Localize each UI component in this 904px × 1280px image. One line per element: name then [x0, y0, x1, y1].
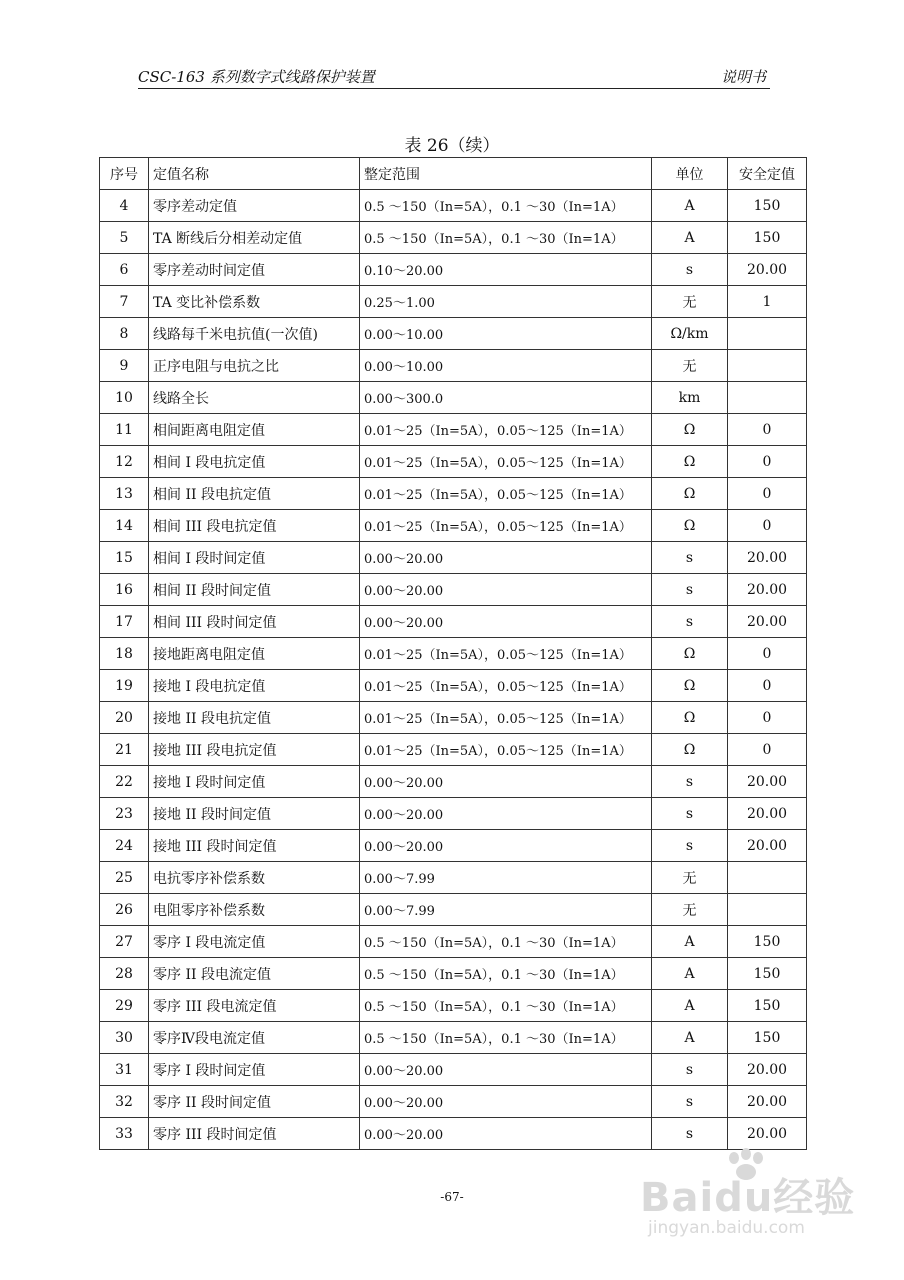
cell-no: 19: [100, 670, 149, 702]
cell-no: 10: [100, 382, 149, 414]
cell-no: 15: [100, 542, 149, 574]
cell-unit: Ω: [652, 446, 728, 478]
cell-unit: A: [652, 926, 728, 958]
table-header-row: [100, 158, 807, 190]
cell-name: 电阻零序补偿系数: [149, 894, 360, 926]
cell-name: 零序差动定值: [149, 190, 360, 222]
watermark: [640, 1148, 870, 1248]
cell-unit: Ω/km: [652, 318, 728, 350]
cell-no: 32: [100, 1086, 149, 1118]
cell-safe-value: [728, 318, 807, 350]
cell-safe-value: 150: [728, 222, 807, 254]
cell-range: 0.01～25（In=5A），0.05～125（In=1A）: [360, 670, 652, 702]
cell-safe-value: 0: [728, 734, 807, 766]
cell-unit: A: [652, 1022, 728, 1054]
cell-safe-value: 20.00: [728, 1054, 807, 1086]
cell-range: 0.00～20.00: [360, 798, 652, 830]
table-row: [100, 446, 807, 478]
table-row: [100, 798, 807, 830]
table-row: [100, 1118, 807, 1150]
cell-no: 28: [100, 958, 149, 990]
table-row: [100, 926, 807, 958]
cell-safe-value: [728, 894, 807, 926]
table-row: [100, 894, 807, 926]
table-row: [100, 734, 807, 766]
table-row: [100, 190, 807, 222]
table-row: [100, 1054, 807, 1086]
cell-name: 零序 II 段电流定值: [149, 958, 360, 990]
cell-name: 零序 III 段时间定值: [149, 1118, 360, 1150]
table-title: 表 26（续）: [404, 136, 500, 156]
watermark-url: jingyan.baidu.com: [648, 1218, 805, 1238]
header-document-title: CSC-163 系列数字式线路保护装置: [138, 68, 375, 86]
cell-safe-value: 20.00: [728, 1086, 807, 1118]
cell-no: 30: [100, 1022, 149, 1054]
cell-range: 0.00～20.00: [360, 766, 652, 798]
cell-safe-value: 20.00: [728, 574, 807, 606]
cell-unit: 无: [652, 286, 728, 318]
cell-unit: Ω: [652, 510, 728, 542]
table-row: [100, 1022, 807, 1054]
cell-unit: s: [652, 1118, 728, 1150]
cell-safe-value: 150: [728, 990, 807, 1022]
cell-range: 0.00～20.00: [360, 606, 652, 638]
cell-unit: Ω: [652, 702, 728, 734]
cell-name: TA 变比补偿系数: [149, 286, 360, 318]
cell-unit: s: [652, 1054, 728, 1086]
cell-safe-value: 20.00: [728, 606, 807, 638]
cell-unit: A: [652, 190, 728, 222]
table-row: [100, 862, 807, 894]
cell-safe-value: 150: [728, 926, 807, 958]
column-header-no: 序号: [100, 158, 149, 190]
column-header-safe-value: 安全定值: [728, 158, 807, 190]
cell-no: 25: [100, 862, 149, 894]
cell-name: 零序 III 段电流定值: [149, 990, 360, 1022]
cell-range: 0.00～20.00: [360, 574, 652, 606]
cell-no: 26: [100, 894, 149, 926]
cell-unit: s: [652, 1086, 728, 1118]
cell-unit: 无: [652, 350, 728, 382]
cell-no: 17: [100, 606, 149, 638]
table-row: [100, 542, 807, 574]
cell-safe-value: [728, 350, 807, 382]
cell-safe-value: 150: [728, 1022, 807, 1054]
cell-name: 零序差动时间定值: [149, 254, 360, 286]
table-row: [100, 222, 807, 254]
cell-name: 线路每千米电抗值(一次值): [149, 318, 360, 350]
cell-range: 0.5 ～150（In=5A），0.1 ～30（In=1A）: [360, 222, 652, 254]
cell-no: 21: [100, 734, 149, 766]
cell-unit: A: [652, 958, 728, 990]
cell-name: TA 断线后分相差动定值: [149, 222, 360, 254]
cell-safe-value: 150: [728, 190, 807, 222]
cell-unit: Ω: [652, 478, 728, 510]
cell-no: 29: [100, 990, 149, 1022]
table-row: [100, 510, 807, 542]
cell-unit: s: [652, 606, 728, 638]
cell-no: 12: [100, 446, 149, 478]
cell-name: 零序Ⅳ段电流定值: [149, 1022, 360, 1054]
cell-no: 31: [100, 1054, 149, 1086]
cell-range: 0.01～25（In=5A），0.05～125（In=1A）: [360, 638, 652, 670]
cell-name: 接地 III 段时间定值: [149, 830, 360, 862]
cell-range: 0.00～20.00: [360, 1086, 652, 1118]
cell-no: 18: [100, 638, 149, 670]
table-row: [100, 606, 807, 638]
cell-range: 0.5 ～150（In=5A），0.1 ～30（In=1A）: [360, 926, 652, 958]
cell-name: 零序 II 段时间定值: [149, 1086, 360, 1118]
table-row: [100, 350, 807, 382]
cell-range: 0.00～7.99: [360, 894, 652, 926]
cell-safe-value: 1: [728, 286, 807, 318]
cell-name: 相间 III 段时间定值: [149, 606, 360, 638]
table-row: [100, 638, 807, 670]
cell-unit: s: [652, 254, 728, 286]
table-row: [100, 478, 807, 510]
table-row: [100, 286, 807, 318]
cell-safe-value: 20.00: [728, 1118, 807, 1150]
cell-safe-value: 0: [728, 638, 807, 670]
cell-no: 13: [100, 478, 149, 510]
cell-unit: Ω: [652, 638, 728, 670]
cell-unit: km: [652, 382, 728, 414]
page-number: -67-: [440, 1190, 464, 1204]
cell-unit: Ω: [652, 734, 728, 766]
column-header-unit: 单位: [652, 158, 728, 190]
cell-range: 0.00～10.00: [360, 350, 652, 382]
cell-name: 相间距离电阻定值: [149, 414, 360, 446]
table-row: [100, 830, 807, 862]
cell-range: 0.5 ～150（In=5A），0.1 ～30（In=1A）: [360, 990, 652, 1022]
table-row: [100, 574, 807, 606]
table-row: [100, 990, 807, 1022]
cell-range: 0.01～25（In=5A），0.05～125（In=1A）: [360, 702, 652, 734]
cell-range: 0.10～20.00: [360, 254, 652, 286]
cell-no: 11: [100, 414, 149, 446]
cell-name: 正序电阻与电抗之比: [149, 350, 360, 382]
cell-safe-value: 0: [728, 414, 807, 446]
cell-safe-value: [728, 382, 807, 414]
cell-no: 22: [100, 766, 149, 798]
cell-range: 0.01～25（In=5A），0.05～125（In=1A）: [360, 414, 652, 446]
table-row: [100, 254, 807, 286]
cell-range: 0.00～7.99: [360, 862, 652, 894]
cell-safe-value: 0: [728, 446, 807, 478]
cell-unit: s: [652, 798, 728, 830]
cell-no: 8: [100, 318, 149, 350]
cell-name: 电抗零序补偿系数: [149, 862, 360, 894]
cell-range: 0.01～25（In=5A），0.05～125（In=1A）: [360, 510, 652, 542]
cell-range: 0.01～25（In=5A），0.05～125（In=1A）: [360, 446, 652, 478]
cell-no: 14: [100, 510, 149, 542]
cell-unit: 无: [652, 894, 728, 926]
cell-name: 接地 I 段时间定值: [149, 766, 360, 798]
cell-unit: s: [652, 766, 728, 798]
cell-safe-value: [728, 862, 807, 894]
cell-no: 27: [100, 926, 149, 958]
cell-name: 相间 II 段电抗定值: [149, 478, 360, 510]
cell-safe-value: 20.00: [728, 766, 807, 798]
cell-no: 5: [100, 222, 149, 254]
table-row: [100, 382, 807, 414]
cell-name: 相间 I 段时间定值: [149, 542, 360, 574]
cell-range: 0.5 ～150（In=5A），0.1 ～30（In=1A）: [360, 1022, 652, 1054]
cell-safe-value: 0: [728, 670, 807, 702]
cell-safe-value: 20.00: [728, 542, 807, 574]
table-row: [100, 670, 807, 702]
cell-unit: 无: [652, 862, 728, 894]
cell-range: 0.5 ～150（In=5A），0.1 ～30（In=1A）: [360, 190, 652, 222]
cell-name: 相间 II 段时间定值: [149, 574, 360, 606]
cell-unit: Ω: [652, 670, 728, 702]
cell-unit: A: [652, 222, 728, 254]
cell-safe-value: 20.00: [728, 830, 807, 862]
cell-name: 接地 II 段时间定值: [149, 798, 360, 830]
cell-no: 7: [100, 286, 149, 318]
cell-unit: Ω: [652, 414, 728, 446]
cell-no: 20: [100, 702, 149, 734]
cell-range: 0.00～20.00: [360, 1118, 652, 1150]
cell-safe-value: 20.00: [728, 798, 807, 830]
cell-name: 接地 II 段电抗定值: [149, 702, 360, 734]
cell-no: 23: [100, 798, 149, 830]
cell-range: 0.01～25（In=5A），0.05～125（In=1A）: [360, 478, 652, 510]
cell-name: 零序 I 段电流定值: [149, 926, 360, 958]
cell-no: 16: [100, 574, 149, 606]
cell-range: 0.25～1.00: [360, 286, 652, 318]
cell-name: 零序 I 段时间定值: [149, 1054, 360, 1086]
cell-safe-value: 0: [728, 702, 807, 734]
cell-name: 线路全长: [149, 382, 360, 414]
cell-range: 0.00～300.0: [360, 382, 652, 414]
column-header-name: 定值名称: [149, 158, 360, 190]
table-row: [100, 958, 807, 990]
cell-name: 相间 I 段电抗定值: [149, 446, 360, 478]
table-row: [100, 766, 807, 798]
cell-unit: s: [652, 830, 728, 862]
cell-range: 0.00～20.00: [360, 1054, 652, 1086]
table-row: [100, 414, 807, 446]
table-body: [100, 190, 807, 1150]
table-row: [100, 1086, 807, 1118]
cell-no: 24: [100, 830, 149, 862]
cell-no: 6: [100, 254, 149, 286]
cell-range: 0.00～20.00: [360, 830, 652, 862]
column-header-range: 整定范围: [360, 158, 652, 190]
cell-safe-value: 0: [728, 510, 807, 542]
cell-unit: s: [652, 574, 728, 606]
page-header: [138, 66, 770, 89]
cell-name: 接地 I 段电抗定值: [149, 670, 360, 702]
table-row: [100, 702, 807, 734]
cell-range: 0.5 ～150（In=5A），0.1 ～30（In=1A）: [360, 958, 652, 990]
cell-no: 33: [100, 1118, 149, 1150]
cell-name: 接地距离电阻定值: [149, 638, 360, 670]
header-section-label: 说明书: [720, 68, 766, 86]
cell-range: 0.00～20.00: [360, 542, 652, 574]
cell-unit: s: [652, 542, 728, 574]
cell-safe-value: 150: [728, 958, 807, 990]
cell-no: 9: [100, 350, 149, 382]
cell-safe-value: 0: [728, 478, 807, 510]
cell-name: 接地 III 段电抗定值: [149, 734, 360, 766]
cell-name: 相间 III 段电抗定值: [149, 510, 360, 542]
cell-range: 0.00～10.00: [360, 318, 652, 350]
cell-range: 0.01～25（In=5A），0.05～125（In=1A）: [360, 734, 652, 766]
table-row: [100, 318, 807, 350]
settings-table: [99, 157, 807, 1150]
cell-unit: A: [652, 990, 728, 1022]
cell-no: 4: [100, 190, 149, 222]
cell-safe-value: 20.00: [728, 254, 807, 286]
watermark-logo: Baidu经验: [640, 1175, 856, 1221]
